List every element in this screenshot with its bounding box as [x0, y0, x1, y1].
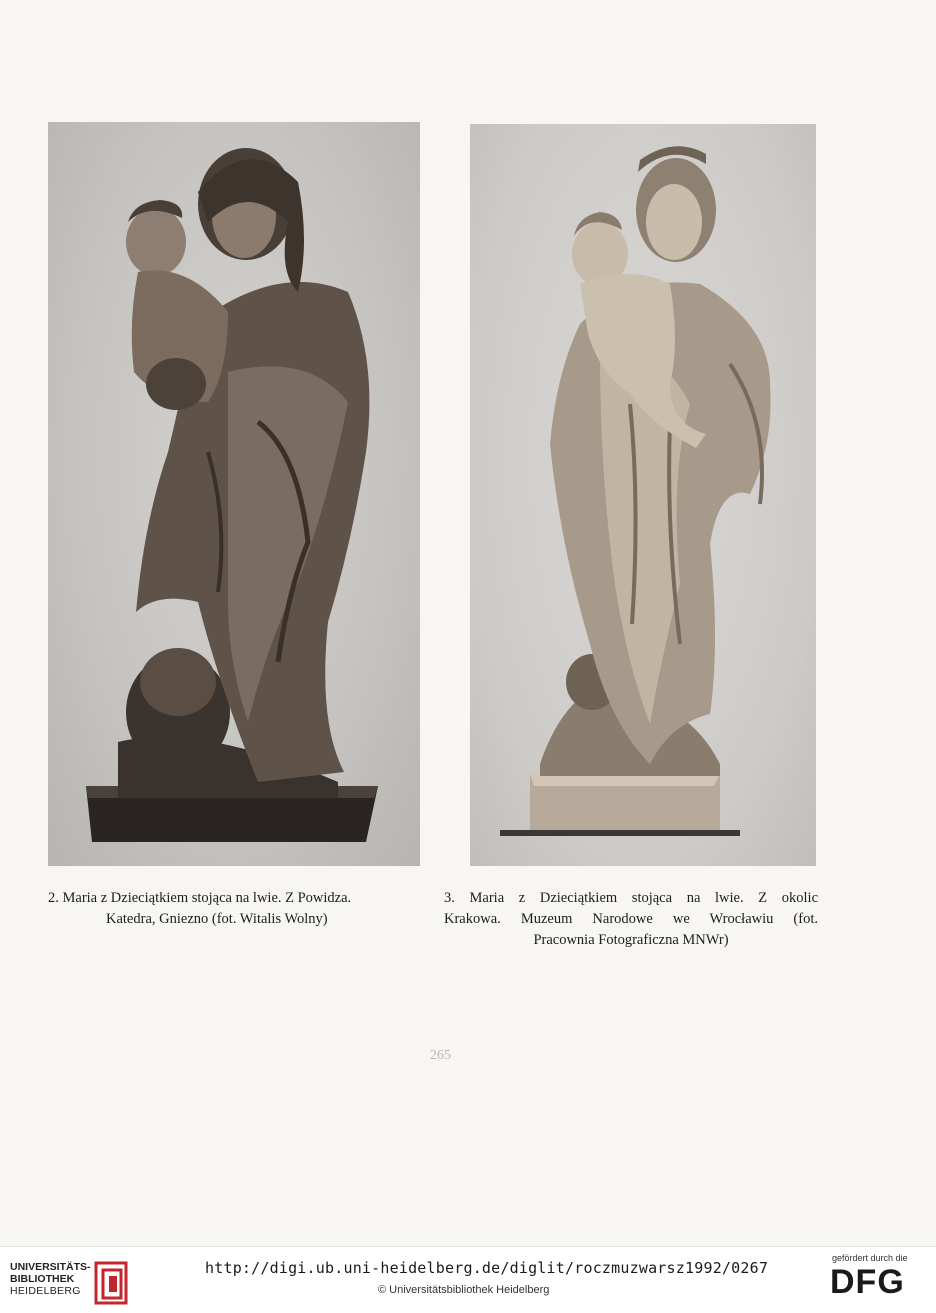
permalink-url[interactable]: http://digi.ub.uni-heidelberg.de/diglit/roczmuzwarsz1992/0267 [205, 1259, 769, 1277]
digitization-footer [0, 1246, 936, 1313]
caption-line: 3. Maria z Dzieciątkiem stojąca na lwie. Z okolic [444, 890, 818, 906]
caption-line: Pracownia Fotograficzna MNWr) [533, 932, 729, 948]
statue-powidz-image [48, 122, 420, 866]
page-number: 265 [430, 1048, 451, 1063]
dfg-sponsor-logo[interactable] [826, 1253, 930, 1309]
figure-2-photo [48, 122, 420, 866]
library-name [10, 1261, 91, 1297]
library-name-line: BIBLIOTHEK [10, 1273, 75, 1285]
library-name-line: UNIVERSITÄTS- [10, 1261, 91, 1273]
library-name-line: HEIDELBERG [10, 1285, 81, 1297]
caption-line: Katedra, Gniezno (fot. Witalis Wolny) [106, 911, 328, 927]
library-logo[interactable] [10, 1261, 135, 1305]
library-mark-icon [94, 1261, 132, 1307]
figure-3-photo [470, 124, 816, 866]
copyright-notice: © Universitätsbibliothek Heidelberg [378, 1284, 550, 1296]
figure-2-caption [48, 888, 428, 930]
figure-3-caption [444, 888, 818, 951]
sponsor-label: gefördert durch die [832, 1253, 908, 1263]
statue-krakow-image [470, 124, 816, 866]
caption-line: 2. Maria z Dzieciątkiem stojąca na lwie. Z Powidza. [48, 890, 352, 906]
dfg-logo-text: DFG [830, 1263, 905, 1301]
caption-line: Krakowa. Muzeum Narodowe we Wrocławiu (fot. [444, 911, 818, 927]
